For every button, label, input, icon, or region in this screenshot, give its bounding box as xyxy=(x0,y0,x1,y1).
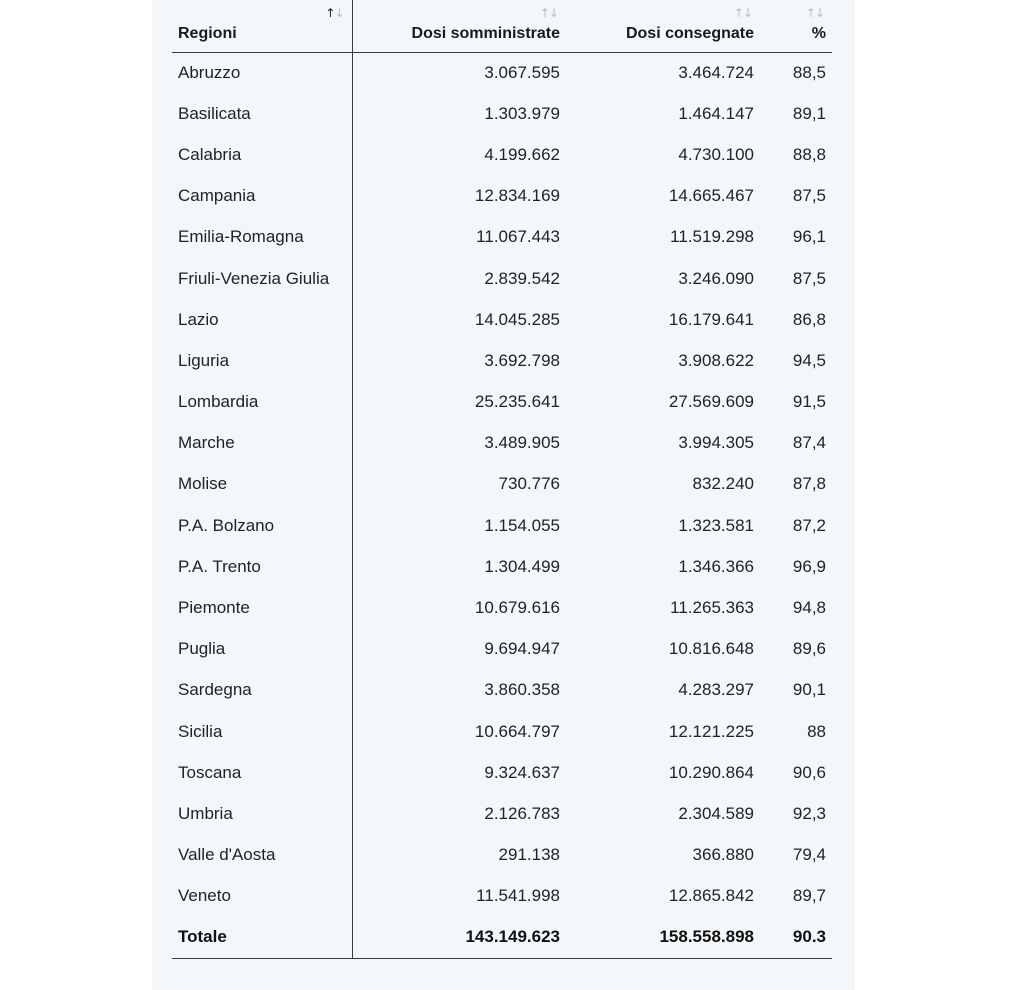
table-row xyxy=(172,176,832,217)
table-header-row xyxy=(172,0,832,52)
cell-delivered: 4.730.100 xyxy=(678,144,754,164)
cell-delivered: 3.994.305 xyxy=(678,433,754,453)
cell-delivered: 4.283.297 xyxy=(678,680,754,700)
cell-delivered: 3.908.622 xyxy=(678,350,754,370)
table-row xyxy=(172,423,832,464)
cell-administered: 25.235.641 xyxy=(474,392,560,412)
header-percent[interactable] xyxy=(760,0,832,52)
sort-icon[interactable]: ↑↓ xyxy=(325,6,344,20)
header-regioni[interactable] xyxy=(172,0,352,52)
cell-delivered: 366.880 xyxy=(692,845,754,865)
sort-icon[interactable]: ↑↓ xyxy=(733,6,752,20)
cell-administered: 1.304.499 xyxy=(484,556,560,576)
sort-icon[interactable]: ↑↓ xyxy=(539,6,558,20)
table-row xyxy=(172,340,832,381)
table-panel xyxy=(152,0,855,990)
cell-delivered: 16.179.641 xyxy=(668,309,754,329)
cell-administered: 10.679.616 xyxy=(474,598,560,618)
cell-region: Campania xyxy=(172,176,352,217)
total-administered: 143.149.623 xyxy=(352,917,566,958)
cell-delivered: 11.265.363 xyxy=(670,598,754,618)
table-row xyxy=(172,258,832,299)
cell-administered: 14.045.285 xyxy=(474,309,560,329)
table-row xyxy=(172,464,832,505)
cell-percent: 87,5 xyxy=(792,186,826,206)
cell-delivered: 3.464.724 xyxy=(678,62,754,82)
table-row xyxy=(172,134,832,175)
cell-region: Sicilia xyxy=(172,711,352,752)
cell-delivered: 3.246.090 xyxy=(678,268,754,288)
cell-percent: 91,5 xyxy=(792,392,826,412)
cell-delivered: 1.323.581 xyxy=(678,515,754,535)
cell-percent: 89,7 xyxy=(792,886,826,906)
cell-administered: 11.541.998 xyxy=(476,886,560,906)
cell-administered: 2.126.783 xyxy=(484,803,560,823)
cell-region: Sardegna xyxy=(172,670,352,711)
table-row xyxy=(172,52,832,93)
cell-administered: 1.154.055 xyxy=(484,515,560,535)
cell-administered: 1.303.979 xyxy=(484,103,560,123)
cell-administered: 3.860.358 xyxy=(484,680,560,700)
cell-region: Valle d'Aosta xyxy=(172,835,352,876)
cell-percent: 89,6 xyxy=(792,639,826,659)
cell-administered: 10.664.797 xyxy=(474,721,560,741)
cell-delivered: 11.519.298 xyxy=(670,227,754,247)
table-row xyxy=(172,752,832,793)
cell-delivered: 1.346.366 xyxy=(678,556,754,576)
table-row xyxy=(172,382,832,423)
cell-administered: 291.138 xyxy=(498,845,560,865)
cell-administered: 9.324.637 xyxy=(484,762,560,782)
header-dosi-consegnate[interactable] xyxy=(566,0,760,52)
cell-region: Molise xyxy=(172,464,352,505)
cell-administered: 2.839.542 xyxy=(484,268,560,288)
cell-region: P.A. Bolzano xyxy=(172,505,352,546)
table-row xyxy=(172,793,832,834)
cell-percent: 88 xyxy=(807,721,826,741)
table-row xyxy=(172,629,832,670)
cell-administered: 12.834.169 xyxy=(474,186,560,206)
cell-region: P.A. Trento xyxy=(172,546,352,587)
header-dosi-somministrate[interactable] xyxy=(352,0,566,52)
cell-percent: 87,4 xyxy=(792,433,826,453)
cell-percent: 87,2 xyxy=(792,515,826,535)
cell-administered: 730.776 xyxy=(498,474,560,494)
cell-region: Emilia-Romagna xyxy=(172,217,352,258)
cell-delivered: 10.816.648 xyxy=(668,639,754,659)
table-row xyxy=(172,505,832,546)
table-row xyxy=(172,546,832,587)
cell-percent: 86,8 xyxy=(792,309,826,329)
table-row xyxy=(172,587,832,628)
table-total-row xyxy=(172,917,832,958)
cell-region: Toscana xyxy=(172,752,352,793)
table-row xyxy=(172,876,832,917)
table-row xyxy=(172,835,832,876)
cell-percent: 92,3 xyxy=(792,803,826,823)
cell-administered: 3.692.798 xyxy=(484,350,560,370)
cell-delivered: 832.240 xyxy=(692,474,754,494)
cell-percent: 90,6 xyxy=(792,762,826,782)
cell-percent: 87,5 xyxy=(792,268,826,288)
cell-delivered: 27.569.609 xyxy=(668,392,754,412)
cell-region: Lazio xyxy=(172,299,352,340)
table-row xyxy=(172,711,832,752)
cell-percent: 90,1 xyxy=(792,680,826,700)
cell-administered: 9.694.947 xyxy=(484,639,560,659)
cell-region: Friuli-Venezia Giulia xyxy=(172,258,352,299)
cell-region: Basilicata xyxy=(172,93,352,134)
cell-percent: 94,8 xyxy=(792,598,826,618)
cell-region: Puglia xyxy=(172,629,352,670)
cell-percent: 94,5 xyxy=(792,350,826,370)
cell-administered: 3.067.595 xyxy=(484,62,560,82)
cell-region: Marche xyxy=(172,423,352,464)
cell-administered: 3.489.905 xyxy=(484,433,560,453)
cell-percent: 88,5 xyxy=(792,62,826,82)
total-delivered: 158.558.898 xyxy=(566,917,760,958)
sort-icon[interactable]: ↑↓ xyxy=(805,6,824,20)
cell-delivered: 1.464.147 xyxy=(678,103,754,123)
header-dosi-consegnate-label: Dosi consegnate xyxy=(625,24,754,42)
cell-region: Calabria xyxy=(172,134,352,175)
cell-region: Abruzzo xyxy=(172,52,352,93)
cell-administered: 4.199.662 xyxy=(484,144,560,164)
cell-region: Veneto xyxy=(172,876,352,917)
cell-delivered: 14.665.467 xyxy=(668,186,754,206)
table-row xyxy=(172,93,832,134)
cell-region: Umbria xyxy=(172,793,352,834)
cell-region: Liguria xyxy=(172,340,352,381)
cell-region: Lombardia xyxy=(172,382,352,423)
table-row xyxy=(172,299,832,340)
total-label: Totale xyxy=(172,917,352,958)
cell-region: Piemonte xyxy=(172,587,352,628)
table-row xyxy=(172,217,832,258)
total-percent: 90.3 xyxy=(760,917,832,958)
cell-delivered: 10.290.864 xyxy=(668,762,754,782)
cell-percent: 87,8 xyxy=(792,474,826,494)
vaccine-doses-table xyxy=(172,0,832,959)
header-regioni-label: Regioni xyxy=(178,24,237,42)
cell-percent: 96,1 xyxy=(792,227,826,247)
cell-delivered: 12.865.842 xyxy=(668,886,754,906)
cell-percent: 79,4 xyxy=(792,845,826,865)
cell-delivered: 2.304.589 xyxy=(678,803,754,823)
cell-percent: 88,8 xyxy=(792,144,826,164)
table-row xyxy=(172,670,832,711)
cell-delivered: 12.121.225 xyxy=(668,721,754,741)
header-percent-label: % xyxy=(811,24,826,42)
header-dosi-somministrate-label: Dosi somministrate xyxy=(411,24,560,42)
cell-percent: 89,1 xyxy=(792,103,826,123)
cell-percent: 96,9 xyxy=(792,556,826,576)
cell-administered: 11.067.443 xyxy=(476,227,560,247)
